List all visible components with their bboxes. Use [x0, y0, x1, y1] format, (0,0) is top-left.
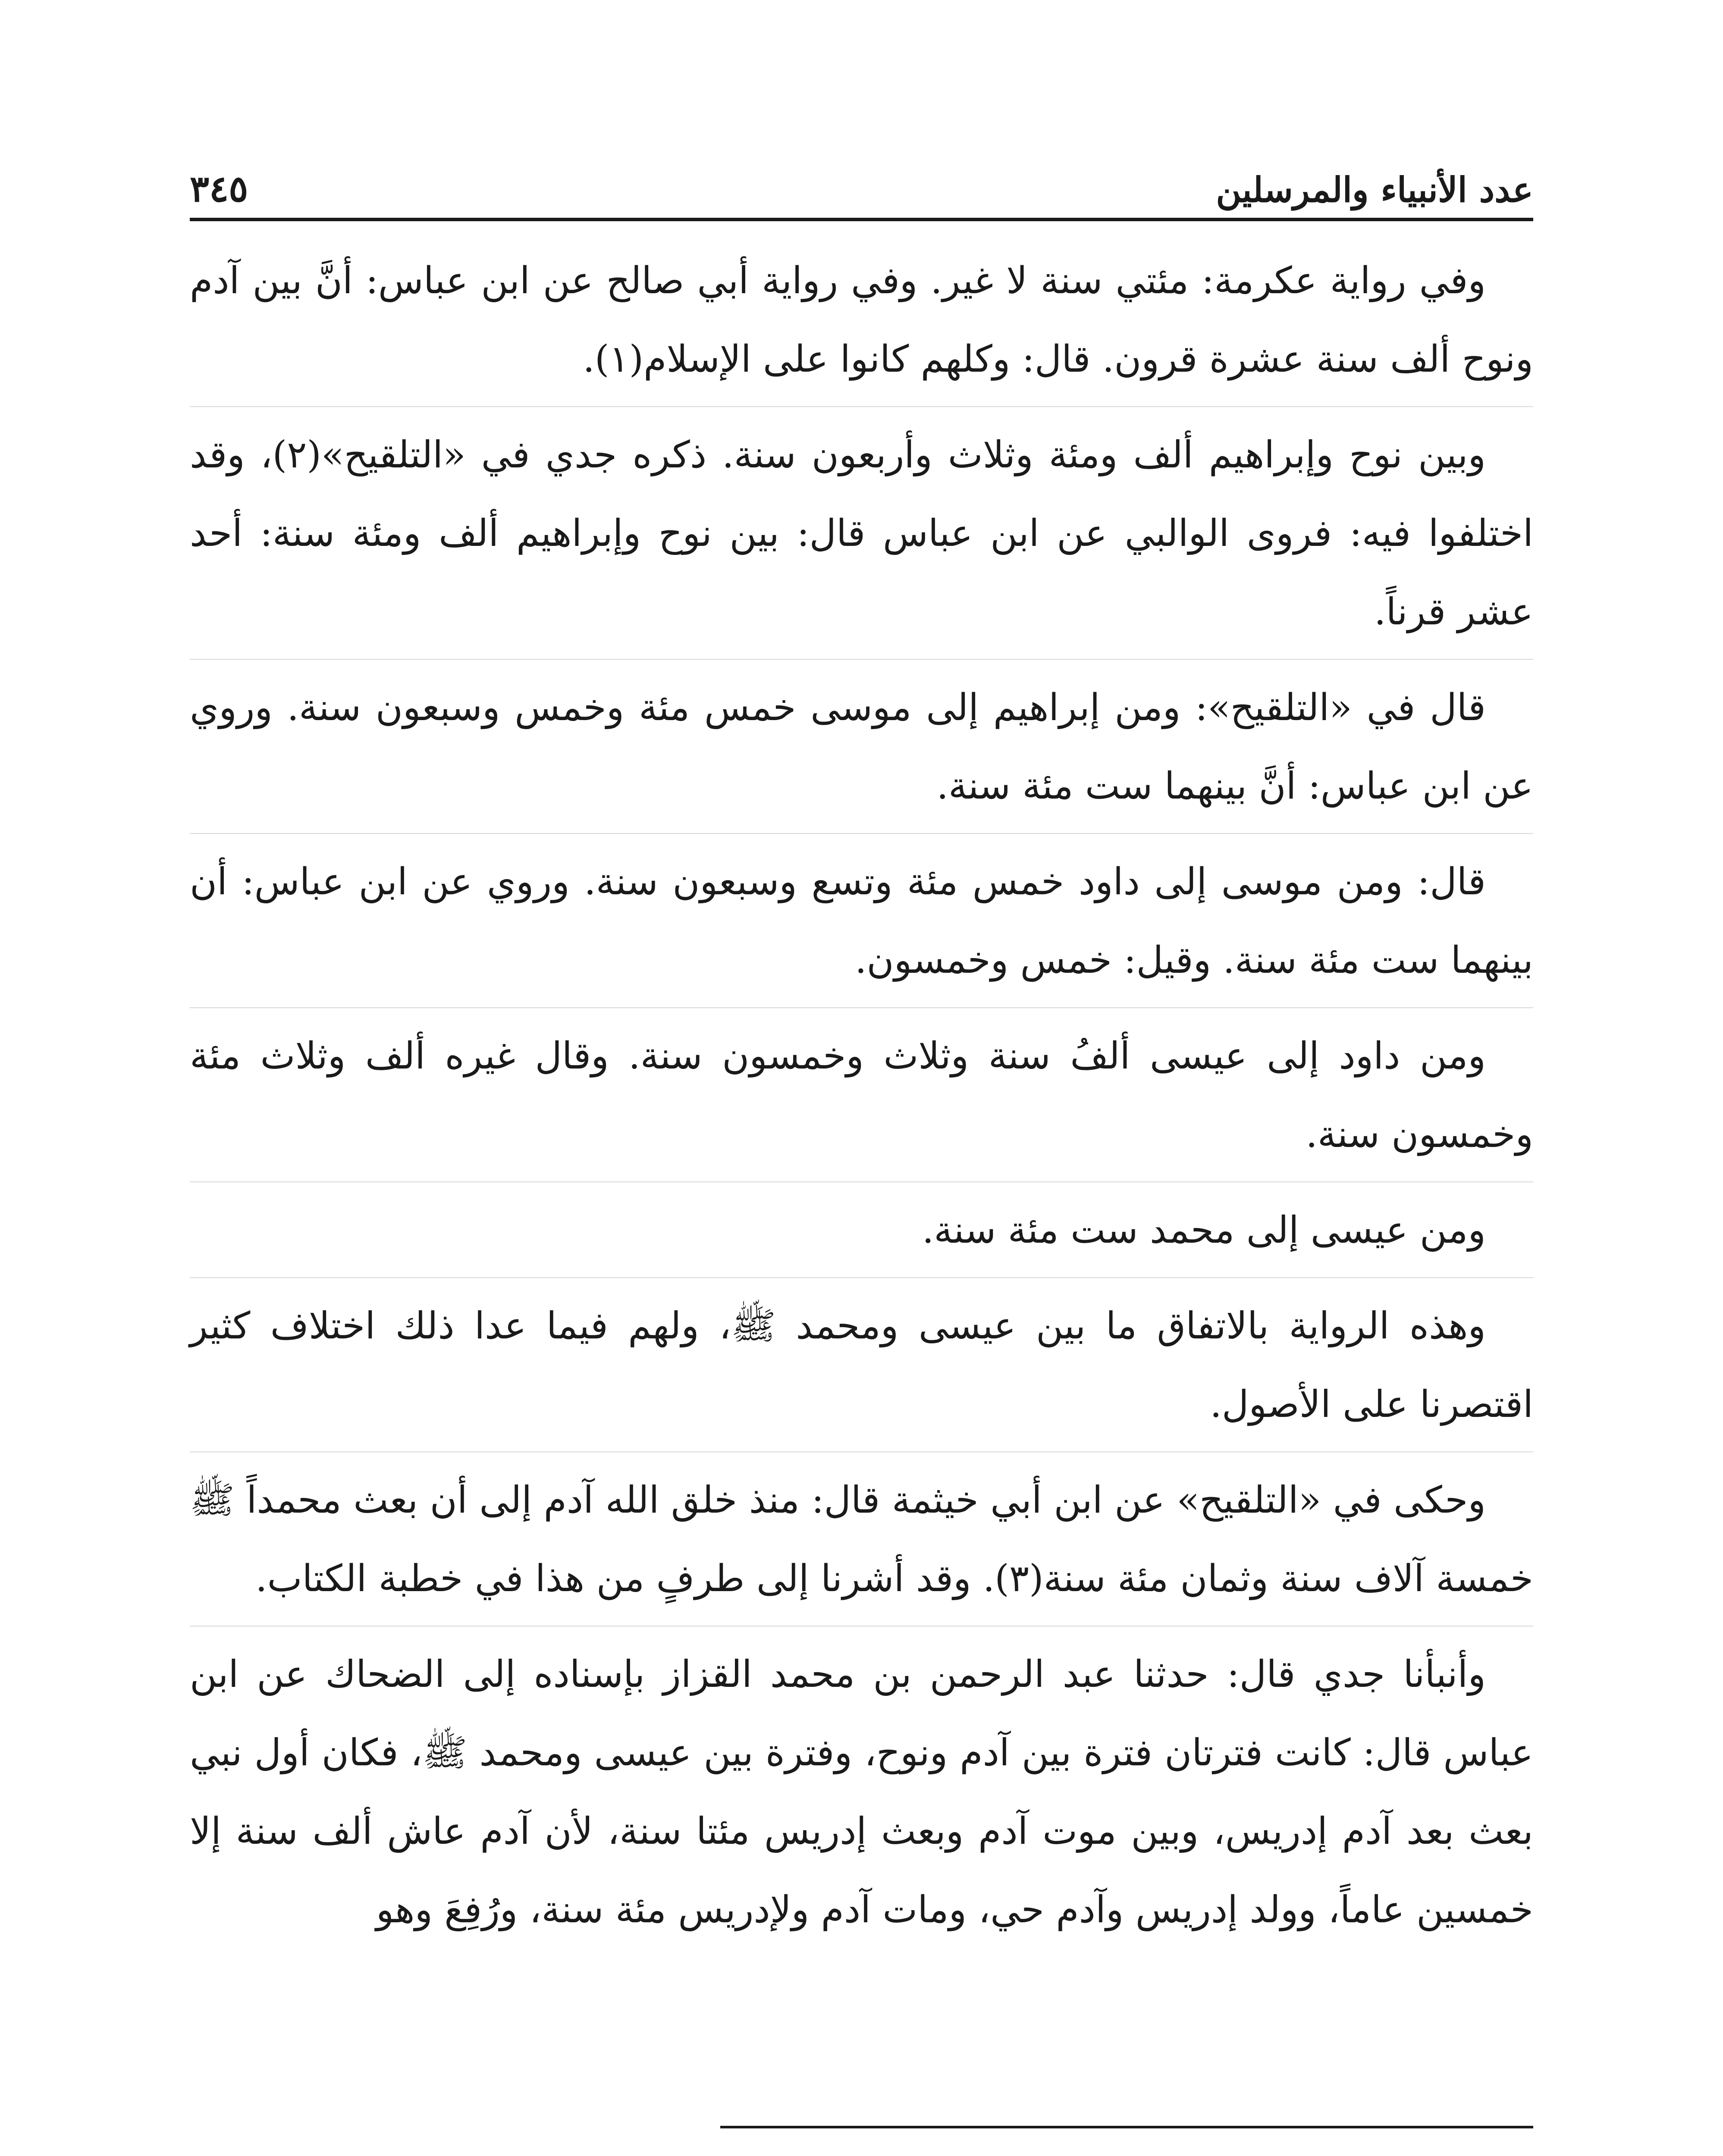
paragraph-4: قال: ومن موسى إلى داود خمس مئة وتسع وسبعون سنة. وروي عن ابن عباس: أن بينهما ست مئة سنة. وقيل: خمس وخمسون.	[190, 843, 1533, 1008]
footnote-1	[190, 2147, 1533, 2156]
header-rule	[190, 218, 1533, 221]
page-header	[190, 142, 1533, 210]
paragraph-6: ومن عيسى إلى محمد ست مئة سنة.	[190, 1191, 1533, 1278]
paragraph-5: ومن داود إلى عيسى ألفُ سنة وثلاث وخمسون سنة. وقال غيره ألف وثلاث مئة وخمسون سنة.	[190, 1017, 1533, 1182]
page-number: ٣٤٥	[190, 167, 248, 210]
paragraph-7: وهذه الرواية بالاتفاق ما بين عيسى ومحمد ﷺ، ولهم فيما عدا ذلك اختلاف كثير اقتصرنا على الأصول.	[190, 1287, 1533, 1452]
footnotes	[190, 2147, 1533, 2156]
paragraph-2: وبين نوح وإبراهيم ألف ومئة وثلاث وأربعون سنة. ذكره جدي في «التلقيح»(٢)، وقد اختلفوا فيه: فروى الوالبي عن ابن عباس قال: بين نوح وإبراهيم ألف ومئة سنة: أحد عشر قرناً.	[190, 416, 1533, 660]
footnote-rule	[720, 2126, 1533, 2128]
paragraph-3: قال في «التلقيح»: ومن إبراهيم إلى موسى خمس مئة وخمس وسبعون سنة. وروي عن ابن عباس: أنَّ بينهما ست مئة سنة.	[190, 668, 1533, 834]
running-title: عدد الأنبياء والمرسلين	[1216, 169, 1533, 210]
paragraph-1: وفي رواية عكرمة: مئتي سنة لا غير. وفي رواية أبي صالح عن ابن عباس: أنَّ بين آدم ونوح ألف سنة عشرة قرون. قال: وكلهم كانوا على الإسلام(١).	[190, 241, 1533, 407]
paragraph-8: وحكى في «التلقيح» عن ابن أبي خيثمة قال: منذ خلق الله آدم إلى أن بعث محمداً ﷺ خمسة آلاف سنة وثمان مئة سنة(٣). وقد أشرنا إلى طرفٍ من هذا في خطبة الكتاب.	[190, 1461, 1533, 1626]
body-text	[190, 241, 1533, 1966]
paragraph-9: وأنبأنا جدي قال: حدثنا عبد الرحمن بن محمد القزاز بإسناده إلى الضحاك عن ابن عباس قال: كانت فترتان فترة بين آدم ونوح، وفترة بين عيسى ومحمد ﷺ، فكان أول نبي بعث بعد آدم إدريس، وبين موت آدم وبعث إدريس مئتا سنة، لأن آدم عاش ألف سنة إلا خمسين عاماً، وولد إدريس وآدم حي، ومات آدم ولإدريس مئة سنة، ورُفِعَ وهو	[190, 1653, 1533, 1931]
